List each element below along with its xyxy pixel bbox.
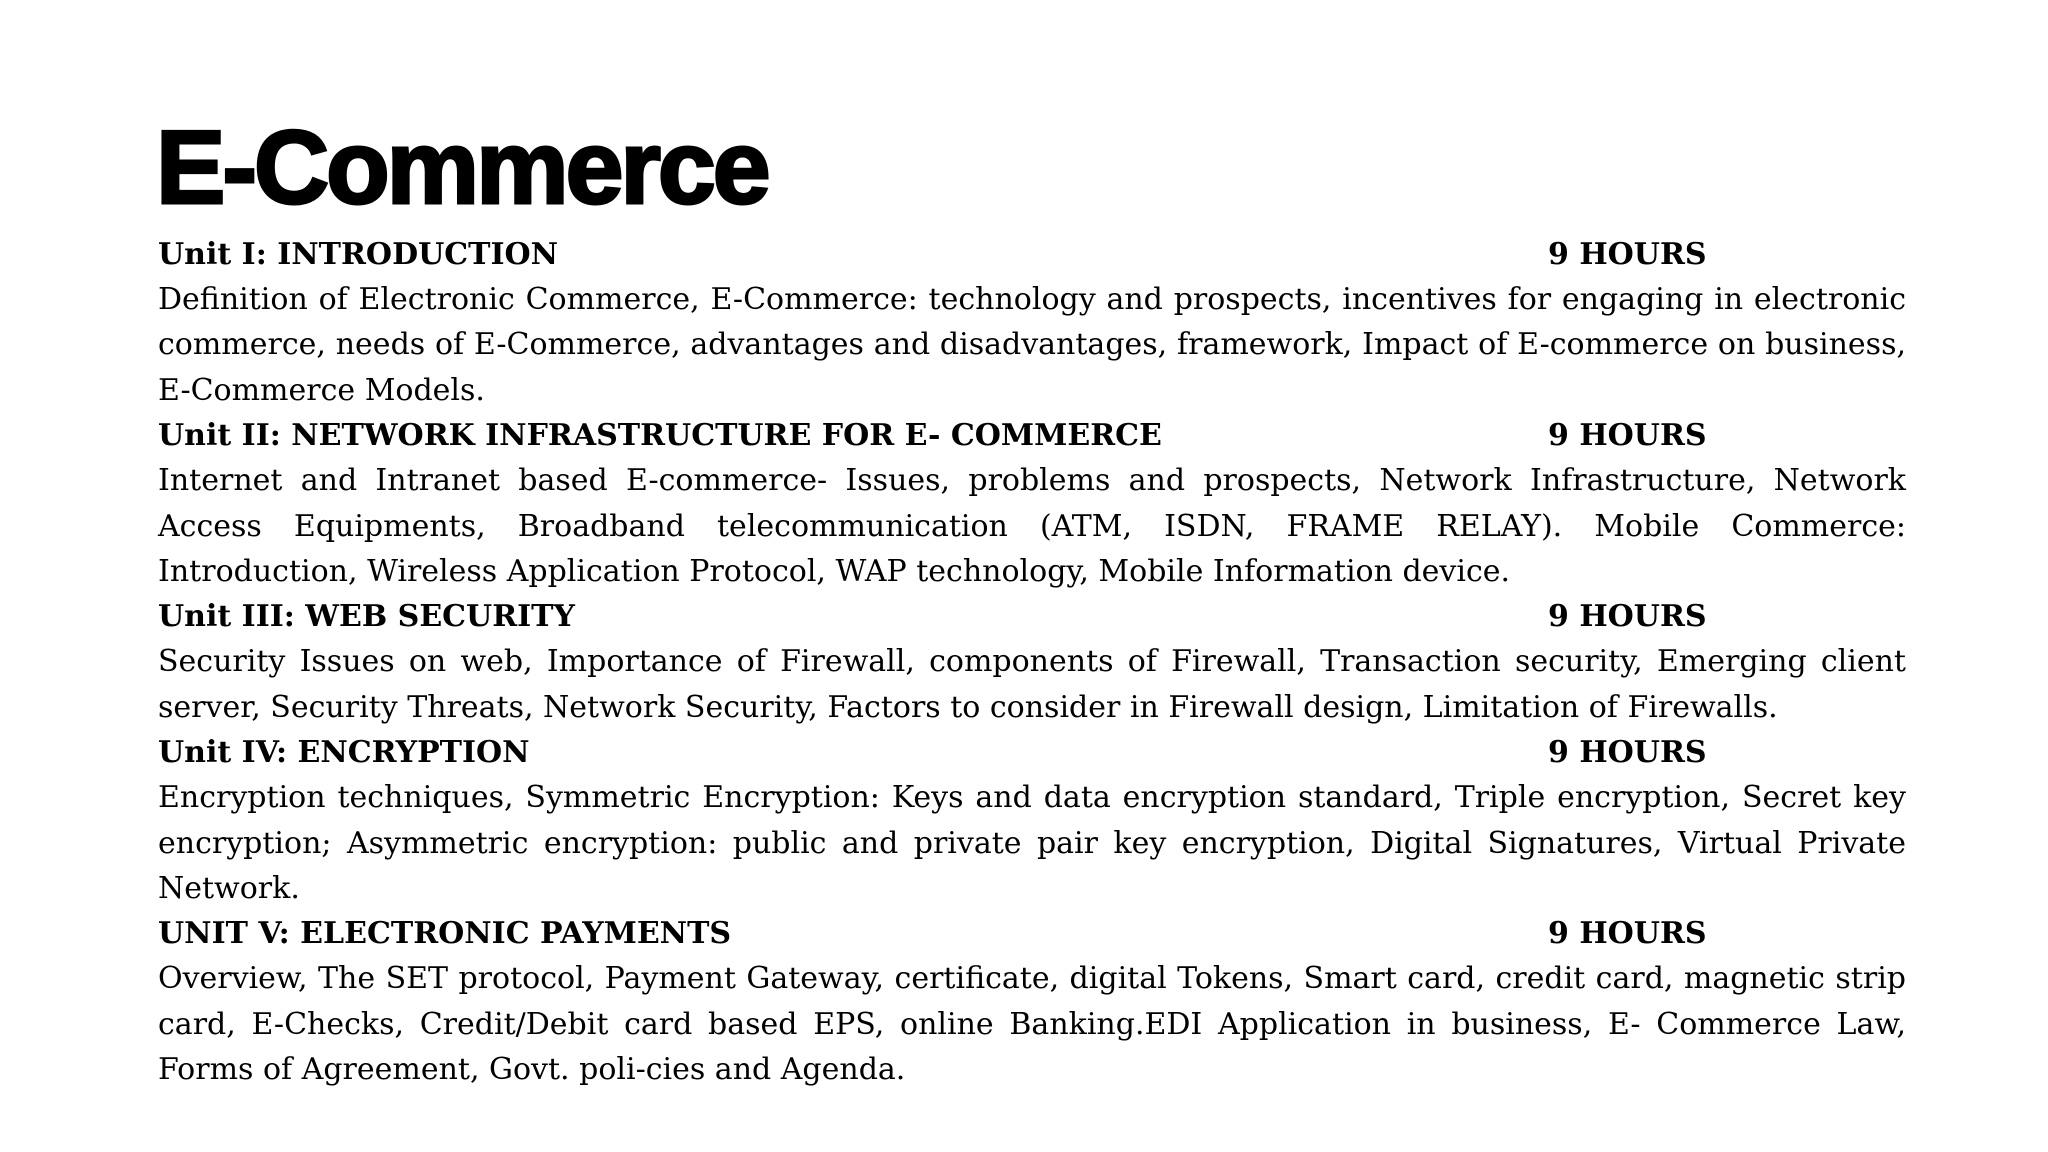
unit-hours: 9 HOURS [1548, 599, 1707, 635]
unit-description: Encryption techniques, Symmetric Encryption: Keys and data encryption standard, Triple encryption, Secret key encryption; Asymmetric encryption: public and private pair key encryption, Digital Signatures, Virtual Private Network. [158, 780, 1906, 907]
unit-1 [158, 232, 1906, 413]
unit-hours: 9 HOURS [1548, 237, 1707, 272]
unit-heading: UNIT V: ELECTRONIC PAYMENTS [158, 916, 732, 952]
unit-heading: Unit II: NETWORK INFRASTRUCTURE FOR E- COMMERCE [158, 418, 1162, 454]
document-page [158, 108, 1906, 1093]
unit-hours: 9 HOURS [1548, 735, 1707, 771]
unit-header [158, 232, 1906, 277]
unit-heading: Unit IV: ENCRYPTION [158, 735, 530, 771]
unit-description: Security Issues on web, Importance of Firewall, components of Firewall, Transaction security, Emerging client server, Security Threats, Network Security, Factors to consider in Firewall design, Limitation of Firewalls. [158, 644, 1906, 725]
unit-header [158, 911, 1906, 956]
unit-4 [158, 730, 1906, 911]
unit-heading: Unit III: WEB SECURITY [158, 599, 575, 635]
unit-3 [158, 594, 1906, 730]
unit-header [158, 594, 1906, 639]
unit-header [158, 730, 1906, 775]
document-title: E-Commerce [156, 110, 768, 226]
unit-5 [158, 911, 1906, 1092]
unit-heading: Unit I: INTRODUCTION [158, 237, 559, 272]
unit-2 [158, 413, 1906, 594]
unit-header [158, 413, 1906, 458]
unit-description: Overview, The SET protocol, Payment Gateway, certificate, digital Tokens, Smart card, credit card, magnetic strip card, E-Checks, Credit/Debit card based EPS, online Banking.EDI Application in business, E- Commerce Law, Forms of Agreement, Govt. poli-cies and Agenda. [158, 961, 1906, 1088]
unit-description: Internet and Intranet based E-commerce- Issues, problems and prospects, Network Infrastructure, Network Access Equipments, Broadband telecommunication (ATM, ISDN, FRAME RELAY). Mobile Commerce: Introduction, Wireless Application Protocol, WAP technology, Mobile Information device. [158, 463, 1906, 590]
unit-hours: 9 HOURS [1548, 418, 1707, 454]
unit-hours: 9 HOURS [1548, 916, 1707, 952]
unit-description: Definition of Electronic Commerce, E-Commerce: technology and prospects, incentives for engaging in electronic commerce, needs of E-Commerce, advantages and disadvantages, framework, Impact of E-commerce on business, E-Commerce Models. [158, 282, 1906, 408]
